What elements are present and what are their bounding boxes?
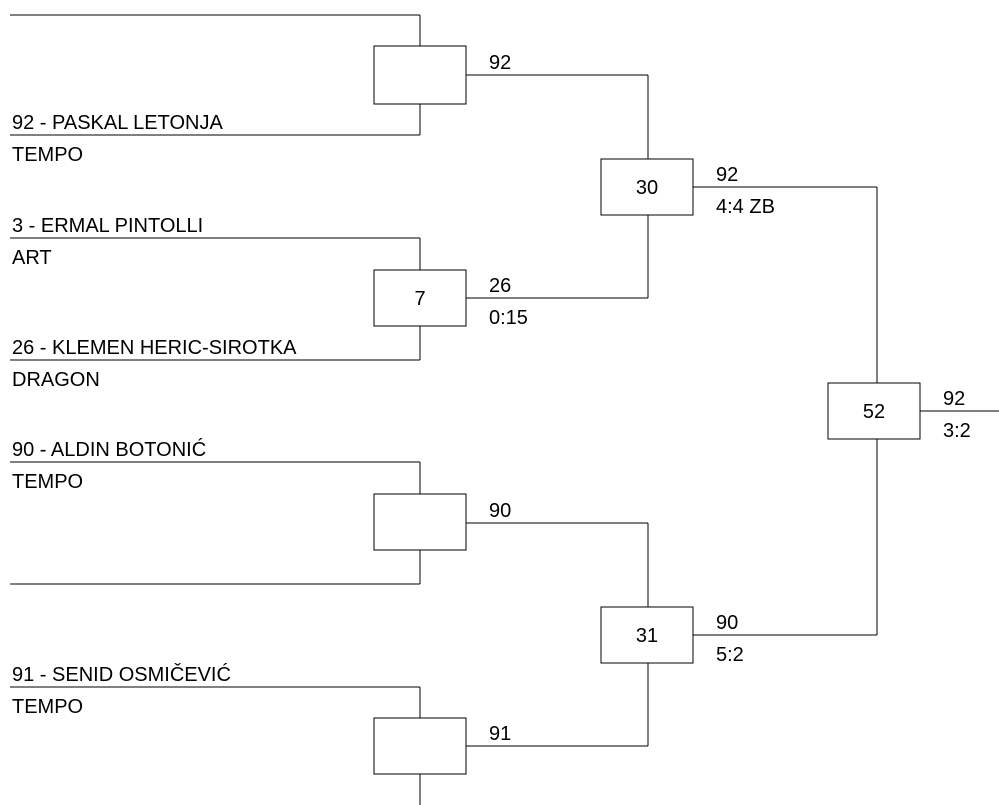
entry-name-7: 91 - SENID OSMIČEVIĆ [12,664,231,686]
match-box-4 [374,718,466,774]
entry-club-4: DRAGON [12,369,100,391]
match-winner-1: 92 [489,52,512,74]
match-winner-3: 90 [489,500,512,522]
match-number-2: 7 [414,288,426,310]
match-score-6: 5:2 [716,644,744,666]
match-winner-4: 91 [489,723,512,745]
match-winner-6: 90 [716,612,739,634]
entry-name-2: 92 - PASKAL LETONJA [12,112,223,134]
entry-club-2: TEMPO [12,144,84,166]
entry-club-5: TEMPO [12,471,84,493]
entry-name-4: 26 - KLEMEN HERIC-SIROTKA [12,337,297,359]
match-number-6: 31 [635,625,659,647]
entry-club-3: ART [12,247,52,269]
match-winner-2: 26 [489,275,512,297]
match-winner-7: 92 [943,388,966,410]
match-number-7: 52 [862,401,886,423]
entry-name-5: 90 - ALDIN BOTONIĆ [12,439,207,461]
entry-name-3: 3 - ERMAL PINTOLLI [12,215,204,237]
match-number-5: 30 [635,177,659,199]
match-score-2: 0:15 [489,307,528,329]
match-box-1 [374,46,466,104]
match-score-5: 4:4 ZB [716,196,775,218]
entry-club-7: TEMPO [12,696,84,718]
match-score-7: 3:2 [943,420,971,442]
match-box-3 [374,494,466,550]
match-winner-5: 92 [716,164,739,186]
